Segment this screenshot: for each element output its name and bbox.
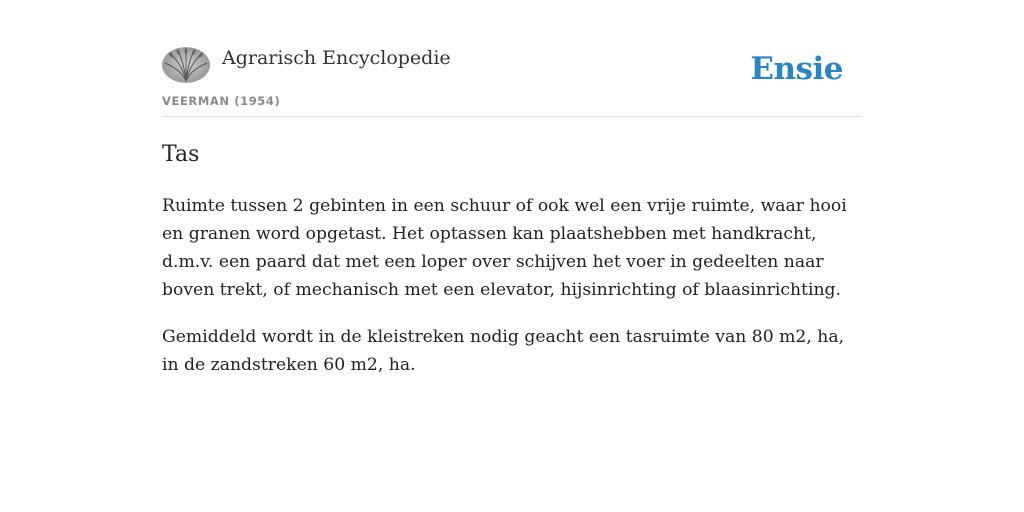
entry-body	[162, 192, 862, 398]
entry-paragraph: Gemiddeld wordt in de kleistreken nodig geacht een tasruimte van 80 m2, ha, in de zandstreken 60 m2, ha.	[162, 327, 845, 375]
publication-subtitle: VEERMAN (1954)	[162, 94, 281, 108]
page-container	[162, 0, 862, 375]
wheat-sheaf-icon[interactable]	[162, 47, 210, 83]
publication-title[interactable]: Agrarisch Encyclopedie	[222, 47, 451, 69]
entry-title: Tas	[162, 142, 200, 167]
entry-paragraph: Ruimte tussen 2 gebinten in een schuur of ook wel een vrije ruimte, waar hooi en granen word opgetast. Het optassen kan plaatshebben met handkracht, d.m.v. een paard dat met een loper over schijven het voer in gedeelten naar boven trekt, of mechanisch met een elevator, hijsinrichting of blaasinrichting.	[162, 196, 847, 300]
header	[162, 0, 862, 117]
ensie-logo-link[interactable]: Ensie	[750, 51, 843, 87]
